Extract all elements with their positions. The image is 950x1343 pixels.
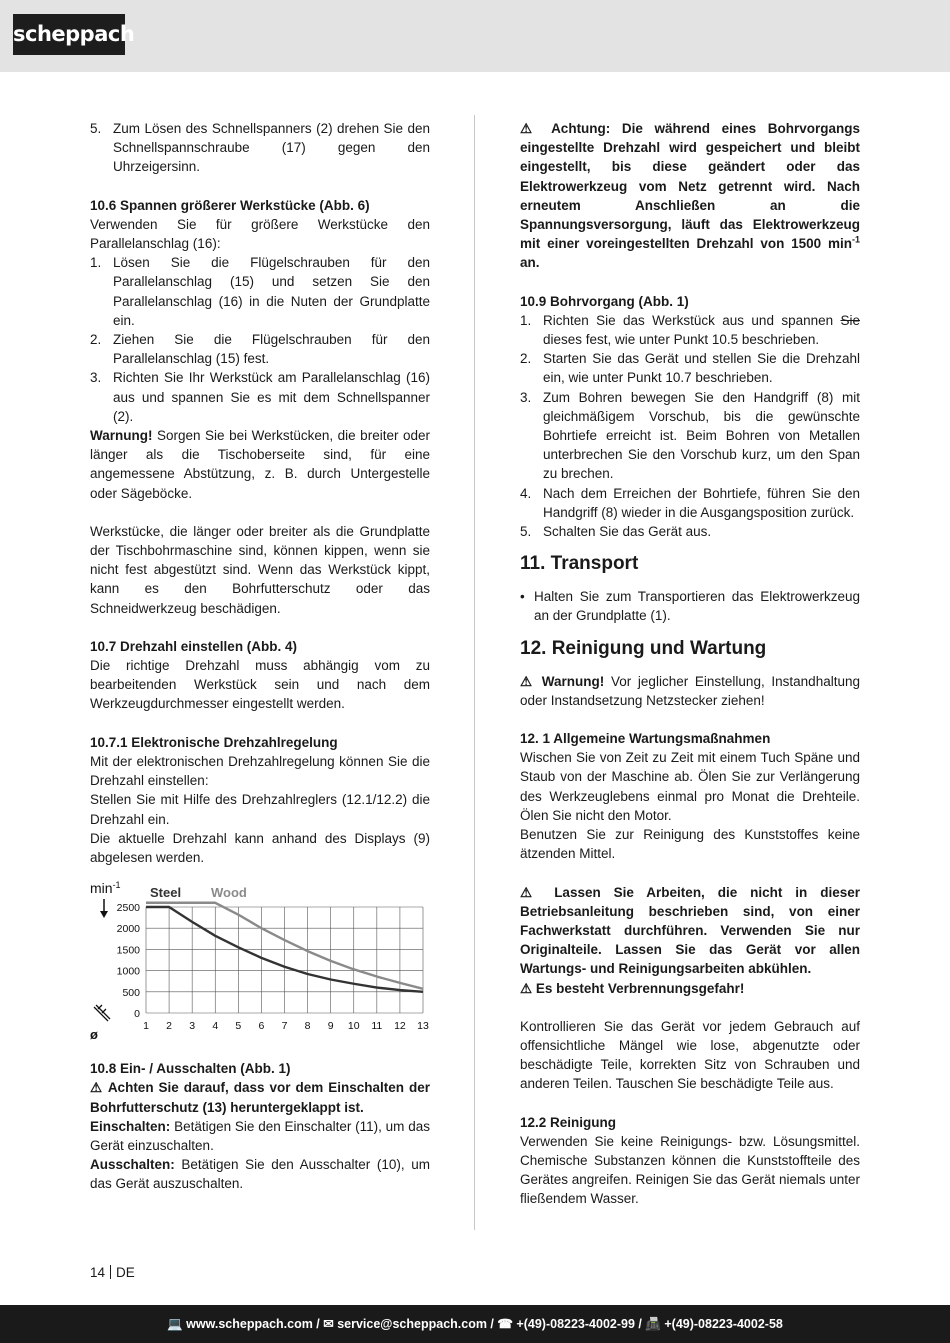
brand-logo: scheppach xyxy=(13,14,125,55)
paragraph: Die richtige Drehzahl muss abhängig vom zu bearbeitenden Werkstück sein und nach dem Werkzeugdurchmesser eingestellt werden. xyxy=(90,658,430,712)
y-tick-label: 1000 xyxy=(116,965,140,978)
section-heading-10-7: 10.7 Drehzahl einstellen (Abb. 4) xyxy=(90,638,298,654)
paragraph: Einschalten: Betätigen Sie den Einschalter (11), um das Gerät einzuschalten. xyxy=(90,1118,430,1153)
left-column xyxy=(90,119,430,1194)
x-tick-label: 11 xyxy=(371,1020,383,1033)
list-item: • Halten Sie zum Transportieren das Elektrowerkzeug an der Grundplatte (1). xyxy=(520,587,860,625)
speed-chart-svg xyxy=(90,877,435,1047)
x-tick-label: 2 xyxy=(166,1020,173,1033)
warning-icon: ⚠ xyxy=(90,1080,108,1096)
bullet-icon: • xyxy=(520,589,525,605)
x-tick-label: 1 xyxy=(143,1020,149,1033)
paragraph: Stellen Sie mit Hilfe des Drehzahlreglers (12.1/12.2) die Drehzahl ein. xyxy=(90,792,430,827)
x-tick-label: 3 xyxy=(189,1020,196,1033)
section-heading-12: 12. Reinigung und Wartung xyxy=(520,637,767,659)
attention-paragraph: ⚠ Achtung: Die während eines Bohrvorgangs eingestellte Drehzahl wird gespeichert und bleibt eingestellt, bis diese geändert oder das Elektrowerkzeug vom Netz getrennt wird. Nach erneutem Anschließen an die Spannungsversorgung, läuft das Elektrowerkzeug mit einer voreingestellten Drehzahl von 1500 $\min^{-1}$ an. xyxy=(520,121,860,271)
column-divider xyxy=(474,115,475,1230)
section-heading-11: 11. Transport xyxy=(520,553,639,575)
y-tick-label: 1500 xyxy=(116,944,140,957)
x-tick-label: 9 xyxy=(327,1020,334,1033)
x-tick-label: 10 xyxy=(347,1020,360,1033)
y-axis-label: $\min^{-1}$ xyxy=(90,880,121,897)
y-tick-label: 0 xyxy=(134,1008,140,1021)
y-tick-label: 2500 xyxy=(116,902,140,915)
page-header xyxy=(0,0,950,72)
warning-icon: ⚠ xyxy=(520,884,555,900)
paragraph: Ausschalten: Betätigen Sie den Ausschalter (10), um das Gerät auszuschalten. xyxy=(90,1157,430,1192)
paragraph: Werkstücke, die länger oder breiter als die Grundplatte der Tischbohrmaschine sind, können kippen, wenn sie nicht fest abgestützt sind. Wenn das Werkstück kippt, kann es den Bohrfutterschutz oder das Schneidwerkzeug beschädigen. xyxy=(90,523,430,616)
x-tick-label: 6 xyxy=(258,1020,265,1033)
list-item: 5. Schalten Sie das Gerät aus. xyxy=(520,524,712,540)
warning-paragraph: ⚠ Lassen Sie Arbeiten, die nicht in dieser Betriebsanleitung beschrieben sind, von einer Fachwerkstatt durchführen. Verwenden Sie nur Originalteile. Lassen Sie das Gerät vor allen Wartungs- und Reinigungsarbeiten abkühlen. xyxy=(520,884,860,977)
x-tick-label: 8 xyxy=(304,1020,311,1033)
x-tick-label: 5 xyxy=(235,1020,242,1033)
paragraph: Kontrollieren Sie das Gerät vor jedem Gebrauch auf offensichtliche Mängel wie lose, abgenutzte oder beschädigte Teile, korrekten Sitz von Schrauben und anderen Teilen. Tauschen Sie beschädigte Teile aus. xyxy=(520,1018,860,1092)
paragraph: Die aktuelle Drehzahl kann anhand des Displays (9) abgelesen werden. xyxy=(90,830,430,865)
y-tick-label: 500 xyxy=(122,986,140,999)
x-tick-label: 12 xyxy=(394,1020,406,1033)
speed-chart xyxy=(90,877,435,1047)
warning-paragraph: ⚠ Warnung! Vor jeglicher Einstellung, Instandhaltung oder Instandsetzung Netzstecker ziehen! xyxy=(520,673,860,708)
legend-wood: Wood xyxy=(211,885,247,901)
paragraph: Verwenden Sie keine Reinigungs- bzw. Lösungsmittel. Chemische Substanzen können die Kunststoffteile des Gerätes angreifen. Reinigen Sie das Gerät niemals unter fließendem Wasser. xyxy=(520,1133,860,1207)
list-item: 2. Ziehen Sie die Flügelschrauben für den Parallelanschlag (15) fest. xyxy=(90,332,430,367)
section-heading-10-7-1: 10.7.1 Elektronische Drehzahlregelung xyxy=(90,734,338,750)
page-number: 14 DE xyxy=(90,1265,135,1280)
list-item: 2. Starten Sie das Gerät und stellen Sie die Drehzahl ein, wie unter Punkt 10.7 beschrieben. xyxy=(520,351,860,386)
warning-icon: ⚠ xyxy=(520,121,552,136)
list-item: 3. Zum Bohren bewegen Sie den Handgriff (8) mit gleichmäßigem Vorschub, bis die gewünschte Bohrtiefe erreicht ist. Beim Bohren von Metallen unterbrechen Sie den Vorschub kurz, um den Span zu brechen. xyxy=(520,389,860,482)
arrow-head-icon xyxy=(100,911,108,918)
section-heading-10-6: 10.6 Spannen größerer Werkstücke (Abb. 6) xyxy=(90,197,370,213)
contact-line: 💻 www.scheppach.com / ✉ service@scheppach.com / ☎ +(49)-08223-4002-99 / 📠 +(49)-08223-4002-58 xyxy=(167,1317,783,1331)
x-axis-symbol: ø xyxy=(90,1027,98,1043)
paragraph: Verwenden Sie für größere Werkstücke den Parallelanschlag (16): xyxy=(90,216,430,252)
x-tick-label: 4 xyxy=(212,1020,219,1033)
section-heading-12-1: 12. 1 Allgemeine Wartungsmaßnahmen xyxy=(520,731,771,747)
warning-icon: ⚠ xyxy=(520,980,536,996)
paragraph: Benutzen Sie zur Reinigung des Kunststoffes keine ätzenden Mittel. xyxy=(520,827,860,862)
page-footer xyxy=(0,1305,950,1343)
warning-paragraph: Warnung! Sorgen Sie bei Werkstücken, die breiter oder länger als die Tischoberseite sind, für eine angemessene Abstützung, z. B. durch Untergestelle oder Sägeböcke. xyxy=(90,428,430,501)
warning-icon: ⚠ xyxy=(520,673,542,689)
drill-bit-icon xyxy=(94,1005,110,1021)
list-item: 4. Nach dem Erreichen der Bohrtiefe, führen Sie den Handgriff (8) wieder in die Ausgangsposition zurück. xyxy=(520,485,860,520)
paragraph: Mit der elektronischen Drehzahlregelung können Sie die Drehzahl einstellen: xyxy=(90,753,430,789)
section-heading-12-2: 12.2 Reinigung xyxy=(520,1114,617,1130)
section-heading-10-8: 10.8 Ein- / Ausschalten (Abb. 1) xyxy=(90,1061,291,1077)
x-tick-label: 13 xyxy=(417,1020,429,1033)
legend-steel: Steel xyxy=(150,885,182,901)
right-column xyxy=(520,119,860,1209)
paragraph: Wischen Sie von Zeit zu Zeit mit einem Tuch Späne und Staub von der Maschine ab. Ölen Sie zur Verlängerung des Werkzeuglebens einmal pro Monat die Drehteile. Ölen Sie nicht den Motor. xyxy=(520,750,860,823)
y-tick-label: 2000 xyxy=(116,923,140,936)
list-item: 3. Richten Sie Ihr Werkstück am Parallelanschlag (16) aus und spannen Sie es mit dem Schnellspanner (2). xyxy=(90,370,430,424)
section-heading-10-9: 10.9 Bohrvorgang (Abb. 1) xyxy=(520,293,689,309)
list-item: 1. Lösen Sie die Flügelschrauben für den Parallelanschlag (15) und setzen Sie den Parallelanschlag (16) in die Nuten der Grundplatte ein. xyxy=(90,255,430,328)
warning-paragraph: ⚠ Es besteht Verbrennungsgefahr! xyxy=(520,980,745,996)
x-tick-label: 7 xyxy=(281,1020,288,1033)
warning-paragraph: ⚠ Achten Sie darauf, dass vor dem Einschalten der Bohrfutterschutz (13) heruntergeklappt ist. xyxy=(90,1080,430,1115)
list-item: 1. Richten Sie das Werkstück aus und spannen Sie dieses fest, wie unter Punkt 10.5 beschrieben. xyxy=(520,312,860,348)
list-item: 5. Zum Lösen des Schnellspanners (2) drehen Sie den Schnellspannschraube (17) gegen den Uhrzeigersinn. xyxy=(90,121,430,175)
